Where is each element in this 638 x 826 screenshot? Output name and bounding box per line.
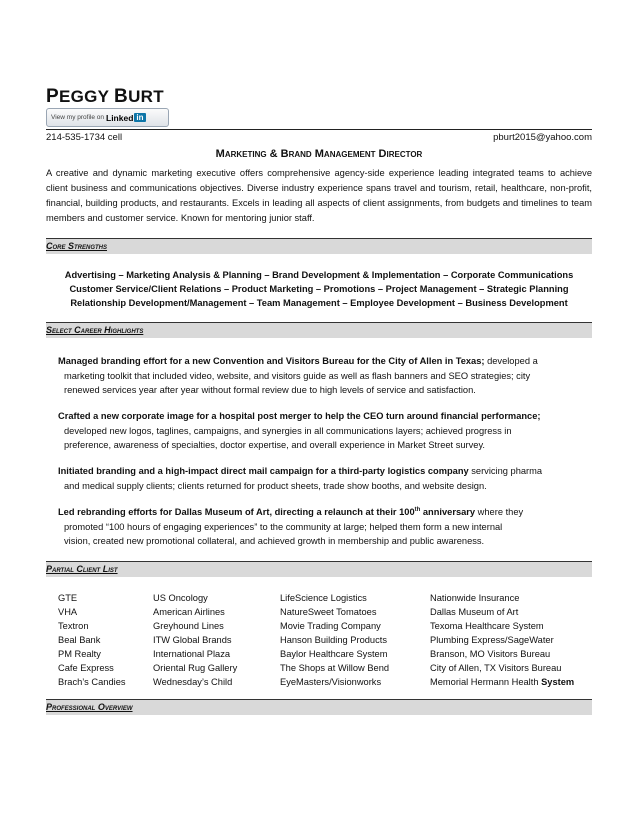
client-column [58,591,126,689]
highlight-text: developed a [484,356,538,366]
section-professional-overview [46,699,592,715]
section-heading: Professional Overview [46,702,133,712]
ordinal-suffix: th [414,507,421,513]
client-name: Hanson Building Products [280,635,387,645]
highlight-lead: Initiated branding and a high-impact direct mail campaign for a third-party logistics company [58,466,469,476]
linkedin-prefix-text: View my profile on [51,114,104,121]
highlight-item [58,354,592,398]
section-client-list [46,561,592,577]
client-name [430,675,574,689]
highlight-text: developed new logos, taglines, campaigns, and synergies in all communications layers; achieved progress in [64,425,512,436]
client-name: US Oncology [153,593,208,603]
client-name: City of Allen, TX Visitors Bureau [430,663,562,673]
highlight-text: promoted “100 hours of engaging experiences” to the community at large; helped them form a new internal [64,521,503,532]
client-name: NatureSweet Tomatoes [280,607,377,617]
highlight-text: renewed services year after year without formal review due to high levels of service and satisfaction. [64,385,476,395]
client-name: PM Realty [58,649,101,659]
client-name-part: Memorial Hermann Health [430,677,542,687]
client-name: Dallas Museum of Art [430,607,519,617]
email-address[interactable]: pburt2015@yahoo.com [493,132,592,143]
client-name: Plumbing Express/SageWater [430,635,554,645]
job-title: Marketing & Brand Management Director [215,148,423,160]
client-name-part: System [541,677,575,687]
section-heading: Core Strengths [46,241,108,251]
highlight-text: where they [475,507,524,518]
highlight-text: marketing toolkit that included video, website, and visitors guide as well as flash banners and SEO strategies; city [64,370,531,381]
highlight-item [58,409,592,453]
summary-paragraph: A creative and dynamic marketing executive offers comprehensive agency-side experience leading integrated teams to achieve client business and communications objectives. Diverse industry experience spans travel and tourism, retail, healthcare, non-profit, financial, building products, and restaurants. Excels in leading all aspects of client assignments, from budgets and timelines to team members and customer service. Known for mentoring junior staff. [46,168,592,223]
name-initial: B [114,86,129,107]
highlight-lead: Managed branding effort for a new Convention and Visitors Bureau for the City of Allen in Texas; [58,356,485,366]
candidate-name [46,86,164,108]
phone-number: 214-535-1734 cell [46,132,123,143]
client-name: ITW Global Brands [153,635,232,645]
header-divider [46,129,592,130]
strength-line: Customer Service/Client Relations – Product Marketing – Promotions – Project Management – Strategic Planning [69,284,569,294]
highlight-text: servicing pharma [468,466,543,476]
linkedin-profile-button[interactable] [46,108,169,127]
name-part: EGGY [58,87,110,106]
client-column [430,591,574,689]
highlight-lead: Crafted a new corporate image for a hospital post merger to help the CEO turn around financial performance; [58,411,541,421]
highlight-lead: anniversary [420,507,476,518]
client-name: The Shops at Willow Bend [280,663,390,673]
name-initial: P [46,86,59,107]
linkedin-in-icon: in [136,113,144,122]
client-name: VHA [58,607,78,617]
client-name: Greyhound Lines [153,621,224,631]
highlight-lead: Led rebranding efforts for Dallas Museum of Art, directing a relaunch at their 100 [58,507,415,518]
section-heading: Partial Client List [46,564,118,574]
client-name: Nationwide Insurance [430,593,520,603]
highlight-text: preference, awareness of specialties, doctor expertise, and overall experience in Market Street survey. [64,440,485,450]
client-name: Beal Bank [58,635,101,645]
core-strengths-list [46,268,592,310]
client-name: LifeScience Logistics [280,593,367,603]
client-name: GTE [58,593,78,603]
name-part: URT [128,87,164,106]
client-name: Cafe Express [58,663,114,673]
strength-line: Relationship Development/Management – Team Management – Employee Development – Business Development [70,298,568,308]
client-name: Branson, MO Visitors Bureau [430,649,551,659]
client-name: International Plaza [153,649,231,659]
client-name: Brach’s Candies [58,677,126,687]
client-name: American Airlines [153,607,225,617]
highlight-text: and medical supply clients; clients returned for product sheets, trade show booths, and website design. [64,480,487,491]
linkedin-brand-text: Linked [106,112,134,123]
client-name: Baylor Healthcare System [280,649,388,659]
client-name: Wednesday’s Child [153,677,233,687]
contact-line [46,132,592,143]
client-name: Textron [58,621,89,631]
client-name: Texoma Healthcare System [430,621,544,631]
client-name: Oriental Rug Gallery [153,663,238,673]
section-core-strengths [46,238,592,254]
highlight-text: vision, created new promotional collateral, and achieved growth in membership and public awareness. [64,536,485,547]
client-column [153,591,237,689]
section-heading: Select Career Highlights [46,325,144,335]
client-name: EyeMasters/Visionworks [280,677,382,687]
section-career-highlights [46,322,592,338]
client-column [280,591,389,689]
strength-line: Advertising – Marketing Analysis & Planning – Brand Development & Implementation – Corporate Communications [64,270,574,280]
client-name: Movie Trading Company [280,621,381,631]
highlight-item [58,503,592,549]
highlight-item [58,464,592,493]
